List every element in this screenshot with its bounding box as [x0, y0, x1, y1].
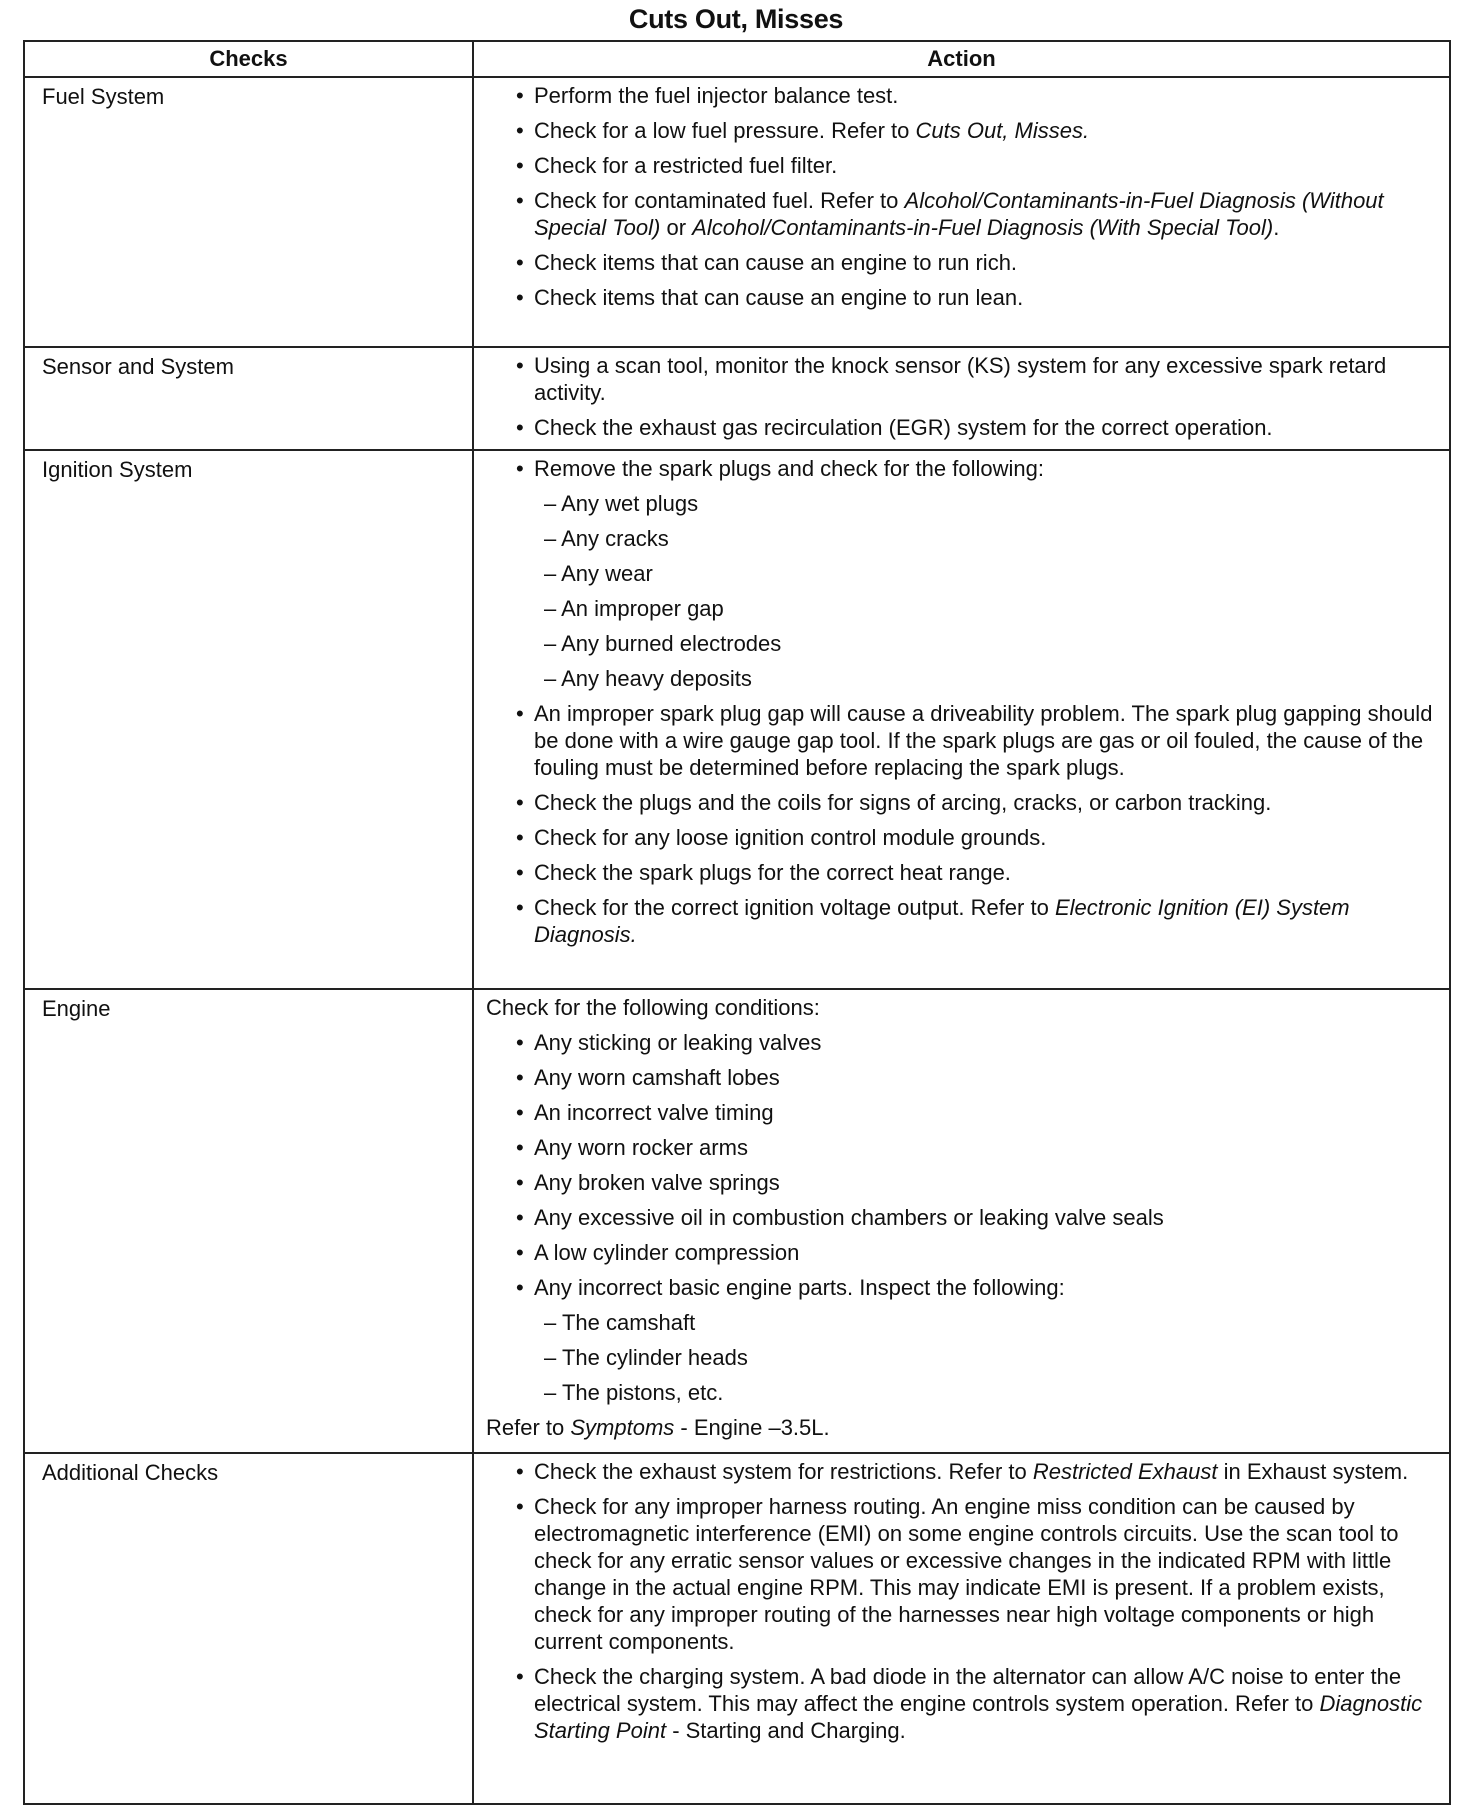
bullet-item — [486, 1663, 1441, 1744]
bullet-item — [486, 1099, 1441, 1126]
bullet-item — [486, 1239, 1441, 1266]
text-segment: Check for the correct ignition voltage output. Refer to — [534, 895, 1055, 920]
bullet-item — [486, 824, 1441, 851]
bullet-item — [486, 894, 1441, 948]
check-cell: Fuel System — [24, 77, 473, 347]
bullet-item — [486, 187, 1441, 241]
text-segment: or — [660, 215, 693, 240]
header-checks: Checks — [24, 41, 473, 77]
action-cell — [473, 1453, 1450, 1804]
text-segment: – Any wet plugs — [544, 491, 699, 516]
reference-text: Alcohol/Contaminants-in-Fuel Diagnosis (With Special Tool) — [692, 215, 1274, 240]
text-segment: - Engine –3.5L. — [674, 1415, 830, 1440]
bullet-item — [486, 152, 1441, 179]
sub-item — [486, 1309, 1441, 1336]
text-segment: Check the plugs and the coils for signs of arcing, cracks, or carbon tracking. — [534, 790, 1272, 815]
text-segment: Remove the spark plugs and check for the following: — [534, 456, 1044, 481]
check-cell: Sensor and System — [24, 347, 473, 450]
bullet-item — [486, 789, 1441, 816]
text-segment: Check the spark plugs for the correct heat range. — [534, 860, 1011, 885]
text-segment: . — [1273, 215, 1280, 240]
reference-text: Electronic Ignition (EI) System Diagnosis. — [534, 895, 1350, 947]
text-segment: Check items that can cause an engine to run rich. — [534, 250, 1018, 275]
sub-item — [486, 630, 1441, 657]
text-segment: - Starting and Charging. — [666, 1718, 906, 1743]
text-segment: Check for contaminated fuel. Refer to — [534, 188, 905, 213]
bullet-item — [486, 117, 1441, 144]
action-cell — [473, 989, 1450, 1453]
check-cell: Additional Checks — [24, 1453, 473, 1804]
action-cell — [473, 347, 1450, 450]
bullet-item — [486, 1169, 1441, 1196]
text-segment: Any incorrect basic engine parts. Inspect the following: — [534, 1275, 1065, 1300]
text-segment: – An improper gap — [544, 596, 724, 621]
reference-text: Diagnostic Starting Point — [534, 1691, 1423, 1743]
table-row — [24, 989, 1450, 1453]
bullet-item — [486, 249, 1441, 276]
text-segment: An improper spark plug gap will cause a driveability problem. The spark plug gapping should be done with a wire gauge gap tool. If the spark plugs are gas or oil fouled, the cause of the fouling must be determined before replacing the spark plugs. — [534, 701, 1433, 780]
reference-text: Symptoms — [570, 1415, 675, 1440]
text-segment: Check the charging system. A bad diode in the alternator can allow A/C noise to enter the electrical system. This may affect the engine controls system operation. Refer to — [534, 1664, 1402, 1716]
text-segment: A low cylinder compression — [534, 1240, 800, 1265]
text-segment: – Any heavy deposits — [544, 666, 752, 691]
sub-item — [486, 1379, 1441, 1406]
bullet-item — [486, 1029, 1441, 1056]
bullet-item — [486, 1493, 1441, 1655]
bullet-item — [486, 859, 1441, 886]
table-row — [24, 77, 1450, 347]
text-segment: Any broken valve springs — [534, 1170, 780, 1195]
symptom-table — [23, 40, 1451, 1805]
text-segment: – The pistons, etc. — [544, 1380, 724, 1405]
table-row — [24, 450, 1450, 989]
text-segment: Refer to — [486, 1415, 571, 1440]
text-segment: – Any wear — [544, 561, 653, 586]
check-cell: Ignition System — [24, 450, 473, 989]
bullet-item — [486, 1458, 1441, 1485]
check-cell: Engine — [24, 989, 473, 1453]
reference-text: Restricted Exhaust — [1032, 1459, 1218, 1484]
text-segment: An incorrect valve timing — [534, 1100, 774, 1125]
bullet-item — [486, 1134, 1441, 1161]
sub-item — [486, 490, 1441, 517]
action-text — [486, 994, 1441, 1021]
bullet-item — [486, 1204, 1441, 1231]
text-segment: Using a scan tool, monitor the knock sensor (KS) system for any excessive spark retard activity. — [534, 353, 1387, 405]
table-row — [24, 1453, 1450, 1804]
text-segment: Check items that can cause an engine to run lean. — [534, 285, 1024, 310]
text-segment: in Exhaust system. — [1217, 1459, 1409, 1484]
bullet-item — [486, 1064, 1441, 1091]
sub-item — [486, 560, 1441, 587]
sub-item — [486, 665, 1441, 692]
text-segment: Any worn rocker arms — [534, 1135, 748, 1160]
action-cell — [473, 77, 1450, 347]
sub-item — [486, 1344, 1441, 1371]
text-segment: Check for any loose ignition control module grounds. — [534, 825, 1047, 850]
text-segment: Check the exhaust gas recirculation (EGR) system for the correct operation. — [534, 415, 1273, 440]
text-segment: – The camshaft — [544, 1310, 696, 1335]
text-segment: – The cylinder heads — [544, 1345, 748, 1370]
bullet-item — [486, 284, 1441, 311]
reference-text: Cuts Out, Misses. — [915, 118, 1090, 143]
bullet-item — [486, 414, 1441, 441]
table-header-row — [24, 41, 1450, 77]
text-segment: Check the exhaust system for restrictions. Refer to — [534, 1459, 1033, 1484]
action-text — [486, 1414, 1441, 1441]
bullet-item — [486, 700, 1441, 781]
text-segment: – Any burned electrodes — [544, 631, 782, 656]
text-segment: Check for a low fuel pressure. Refer to — [534, 118, 916, 143]
text-segment: Perform the fuel injector balance test. — [534, 83, 899, 108]
text-segment: Any worn camshaft lobes — [534, 1065, 780, 1090]
sub-item — [486, 525, 1441, 552]
text-segment: Any excessive oil in combustion chambers or leaking valve seals — [534, 1205, 1164, 1230]
reference-text: Alcohol/Contaminants-in-Fuel Diagnosis (Without Special Tool) — [534, 188, 1384, 240]
text-segment: – Any cracks — [544, 526, 669, 551]
bullet-item — [486, 1274, 1441, 1301]
bullet-item — [486, 82, 1441, 109]
text-segment: Check for any improper harness routing. An engine miss condition can be caused by electromagnetic interference (EMI) on some engine controls circuits. Use the scan tool to check for any erratic sensor values or excessive changes in the indicated RPM with little change in the actual engine RPM. This may indicate EMI is present. If a problem exists, check for any improper routing of the harnesses near high voltage components or high current components. — [534, 1494, 1399, 1654]
page-title: Cuts Out, Misses — [628, 4, 844, 34]
sub-item — [486, 595, 1441, 622]
text-segment: Any sticking or leaking valves — [534, 1030, 822, 1055]
text-segment: Check for a restricted fuel filter. — [534, 153, 838, 178]
action-cell — [473, 450, 1450, 989]
header-action: Action — [473, 41, 1450, 77]
bullet-item — [486, 455, 1441, 482]
table-row — [24, 347, 1450, 450]
bullet-item — [486, 352, 1441, 406]
text-segment: Check for the following conditions: — [486, 995, 820, 1020]
